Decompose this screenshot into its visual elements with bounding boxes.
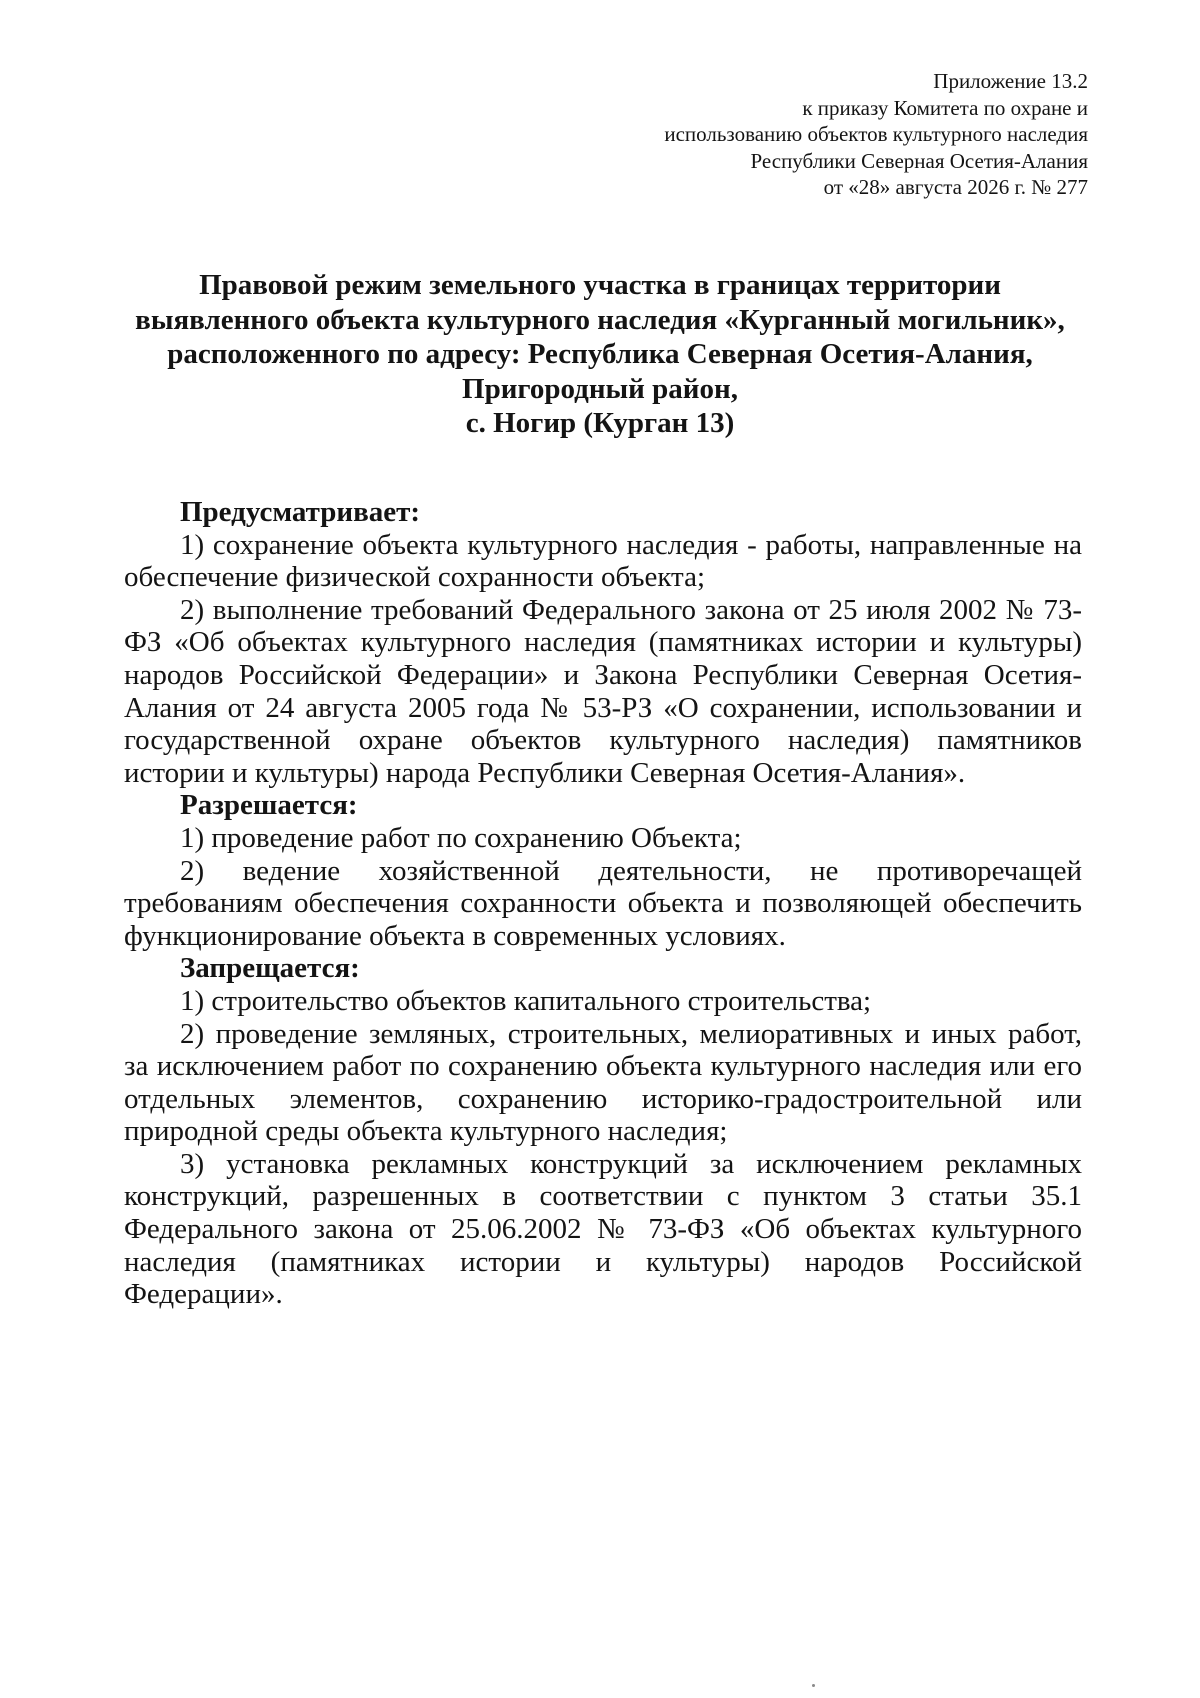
appendix-date-line: от «28» августа 2026 г. № 277 <box>823 175 1088 199</box>
provides-item: 1) сохранение объекта культурного наследия - работы, направленные на обеспечение физической сохранности объекта; <box>124 528 1082 594</box>
provides-item: 2) выполнение требований Федерального закона от 25 июля 2002 № 73-ФЗ «Об объектах культурного наследия (памятниках истории и культуры) народов Российской Федерации» и Закона Республики Северная Осетия-Алания от 24 августа 2005 года № 53-РЗ «О сохранении, использовании и государственной охране объектов культурного наследия) памятников истории и культуры) народа Республики Северная Осетия-Алания». <box>124 593 1082 789</box>
document-body <box>124 496 1082 1311</box>
title-line: выявленного объекта культурного наследия «Курганный могильник», <box>135 303 1065 336</box>
appendix-committee-line: использованию объектов культурного наследия <box>664 122 1088 146</box>
appendix-order-line: к приказу Комитета по охране и <box>802 95 1088 120</box>
section-heading-provides: Предусматривает: <box>180 496 421 528</box>
section-heading-allowed: Разрешается: <box>180 789 358 822</box>
allowed-item: 1) проведение работ по сохранению Объекта; <box>180 821 742 854</box>
appendix-number: Приложение 13.2 <box>933 69 1088 93</box>
title-line: с. Ногир (Курган 13) <box>465 407 735 439</box>
document-title <box>120 268 1080 441</box>
section-heading-prohibited: Запрещается: <box>180 952 360 985</box>
title-line: Правовой режим земельного участка в границах территории <box>199 269 1001 301</box>
appendix-republic-line: Республики Северная Осетия-Алания <box>750 148 1088 173</box>
prohibited-item: 3) установка рекламных конструкций за исключением рекламных конструкций, разрешенных в соответствии с пунктом 3 статьи 35.1 Федерального закона от 25.06.2002 № 73-ФЗ «Об объектах культурного наследия (памятниках истории и культуры) народов Российской Федерации». <box>124 1147 1082 1311</box>
title-line: Пригородный район, <box>462 372 738 405</box>
prohibited-item: 2) проведение земляных, строительных, мелиоративных и иных работ, за исключением работ по сохранению объекта культурного наследия или его отдельных элементов, сохранению историко-градостроительной или природной среды объекта культурного наследия; <box>124 1017 1082 1148</box>
allowed-item: 2) ведение хозяйственной деятельности, не противоречащей требованиям обеспечения сохранности объекта и позволяющей обеспечить функционирование объекта в современных условиях. <box>124 854 1082 952</box>
scan-speck <box>812 1684 815 1687</box>
prohibited-item: 1) строительство объектов капитального строительства; <box>180 984 872 1017</box>
title-line: расположенного по адресу: Республика Северная Осетия-Алания, <box>167 338 1033 370</box>
appendix-reference <box>488 68 1088 201</box>
